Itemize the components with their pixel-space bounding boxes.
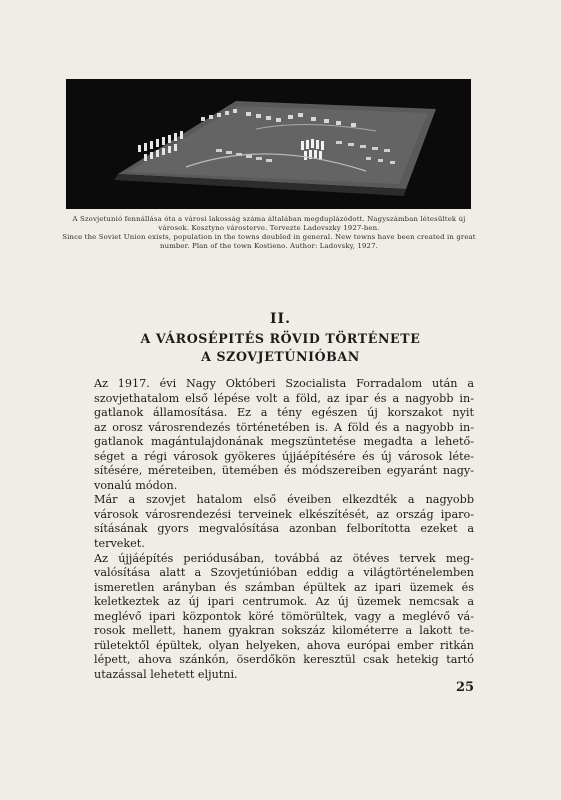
body-line: meglévő ipari központok köré tömörültek, vagy a meglévő vá- [94, 609, 474, 623]
body-line: sítésére, méreteiben, ütemében és módszereiben egyaránt nagy- [94, 464, 474, 478]
body-line: rosok mellett, hanem gyakran sokszáz kilométerre a lakott te- [94, 624, 474, 638]
page-number: 25 [456, 680, 475, 695]
caption-english: Since the Soviet Union exists, population in the towns doubled in general. New towns have been created in great number. Plan of the town Kostieno. Author: Ladovsky, 1927. [62, 233, 476, 250]
town-model-photograph [66, 79, 471, 209]
town-model-image [66, 79, 471, 209]
body-line: Az újjáépítés periódusában, továbbá az ötéves tervek meg- [94, 551, 474, 565]
body-line: lépett, ahova szánkón, öserdőkön keresztül csak hetekig tartó [94, 653, 474, 667]
chapter-title-line-1: A VÁROSÉPITÉS RÖVID TÖRTÉNETE [140, 331, 421, 346]
body-line: gatlanok magántulajdonának megszüntetése megadta a lehető- [94, 435, 474, 449]
body-line: keletkeztek az új ipari centrumok. Az új üzemek nemcsak a [94, 595, 474, 609]
body-line: ismeretlen arányban és számban épültek az ipari üzemek és [94, 580, 474, 594]
body-line: sításának gyors megvalósítása azonban felborította ezeket a [94, 522, 474, 536]
body-line: az orosz városrendezés történetében is. A föld és a nagyobb in- [94, 420, 474, 434]
body-line: gatlanok államosítása. Ez a tény egészen új korszakot nyit [94, 406, 474, 420]
body-line: Az 1917. évi Nagy Októberi Szocialista Forradalom után a [94, 377, 474, 390]
figure-caption [60, 215, 478, 250]
body-line: rületektől épültek, olyan helyeken, ahova európai ember ritkán [94, 638, 474, 652]
body-line: szovjethatalom első lépése volt a föld, az ipar és a nagyobb in- [94, 391, 474, 405]
chapter-number: II. [270, 311, 291, 327]
body-line: városok városrendezési terveinek elkészítését, az ország iparo- [94, 507, 474, 521]
body-line: séget a régi városok gyökeres újjáépítésére és új városok léte- [94, 449, 474, 463]
body-line: Már a szovjet hatalom első éveiben elkezdték a nagyobb [94, 493, 474, 507]
body-line: terveket. [94, 537, 145, 551]
body-line: utazással lehetett eljutni. [94, 667, 238, 681]
caption-hungarian: A Szovjetunió fennállása óta a városi lakosság száma általában megduplázódott. Nagyszámban létesültek új városok. Kosztyno városterve. Tervezte Ladovszky 1927-ben. [72, 215, 466, 232]
chapter-title [0, 330, 561, 366]
chapter-title-line-2: A SZOVJETÚNIÓBAN [201, 349, 360, 364]
body-line: valósítása alatt a Szovjetúnióban eddig a világtörténelemben [94, 566, 474, 580]
body-text [94, 377, 474, 682]
body-line: vonalú módon. [94, 478, 178, 492]
